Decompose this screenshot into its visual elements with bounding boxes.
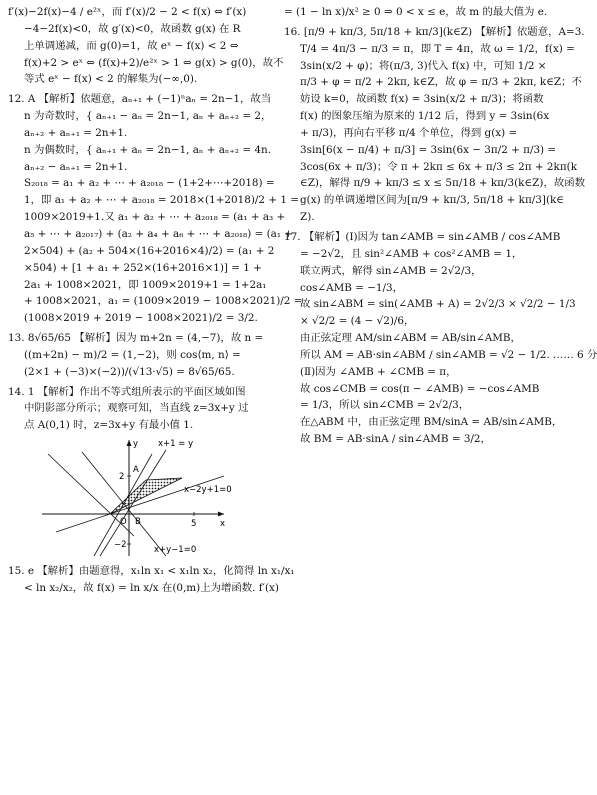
text-line: g(x) 的单调递增区间为[π/9 + kπ/3, 5π/18 + kπ/3](k∈ <box>300 194 565 207</box>
label-x-axis: x <box>220 519 226 530</box>
text-line: π/3 + φ = π/2 + 2kπ, k∈Z，故 φ = π/3 + 2kπ, k∈Z；不 <box>300 76 582 89</box>
right-column <box>284 4 597 448</box>
text-line: f′(x)−2f(x)−4 / e²ˣ，而 f′(x)/2 − 2 < f(x) ⇔ f′(x) <box>8 6 247 18</box>
left-column <box>8 4 303 597</box>
text-line: 1009×2019+1.又 a₁ + a₂ + ⋯ + a₂₀₁₈ = (a₁ + a₃ + <box>24 211 286 224</box>
problem-heading-line: 16. [π/9 + kπ/3, 5π/18 + kπ/3](k∈Z) 【解析】依题意，A=3. <box>284 25 585 38</box>
label-tick-5: 5 <box>191 519 197 530</box>
problem-heading-line: 17. 【解析】(Ⅰ)因为 tan∠AMB = sin∠AMB / cos∠AMB <box>284 230 561 243</box>
text-line: 妨设 k=0，故函数 f(x) = 3sin(x/2 + π/3)；将函数 <box>300 93 544 106</box>
text-line: < ln x₂/x₂，故 f(x) = ln x/x 在(0,m)上为增函数. f′(x) <box>24 581 279 594</box>
text-line: 故 sin∠ABM = sin(∠AMB + A) = 2√2/3 × √2/2 − 1/3 <box>300 298 576 311</box>
text-line: 联立两式，解得 sin∠AMB = 2√2/3， <box>300 264 482 277</box>
feasible-region-plot <box>34 436 234 560</box>
label-tick-2: 2 <box>119 472 125 483</box>
text-line: 点 A(0,1) 时，z=3x+y 有最小值 1. <box>24 419 194 432</box>
text-line: Z). <box>300 211 315 224</box>
text-line: 所以 AM = AB·sin∠ABM / sin∠AMB = √2 − 1/2. …… 6 分 <box>300 348 597 361</box>
label-tick-neg2: −2 <box>114 540 127 551</box>
text-line: n 为奇数时，{ aₙ₊₁ − aₙ = 2n−1, aₙ + aₙ₊₂ = 2， <box>24 110 272 123</box>
text-line: (1008×2019 + 2019 − 1008×2021)/2 = 3/2. <box>24 312 258 325</box>
text-line: a₅ + ⋯ + a₂₀₁₇) + (a₂ + a₄ + a₆ + ⋯ + a₂₀₁₈) = (a₁ + <box>24 227 294 240</box>
text-line: 中阴影部分所示；观察可知，当直线 z=3x+y 过 <box>24 402 249 415</box>
text-line: (2×1 + (−3)×(−2))/(√13·√5) = 8√65/65. <box>24 365 235 378</box>
text-line: 3sin(x/2 + φ)；将(π/3, 3)代入 f(x) 中，可知 1/2 × <box>300 59 547 72</box>
text-line: ((m+2n) − m)/2 = (1,−2)，则 cos⟨m, n⟩ = <box>24 348 241 361</box>
text-line: 在△ABM 中，由正弦定理 BM/sinA = AB/sin∠AMB， <box>300 416 563 429</box>
label-point-b: B <box>135 517 141 528</box>
text-line: 1，即 a₁ + a₂ + ⋯ + a₂₀₁₈ = 2018×(1+2018)/2 + 1 = <box>24 194 299 207</box>
text-line: 故 BM = AB·sinA / sin∠AMB = 3/2， <box>300 433 491 446</box>
label-y-axis: y <box>133 439 139 450</box>
text-line: 上单调递减，而 g(0)=1，故 eˣ − f(x) < 2 ⇔ <box>24 39 239 52</box>
text-line: 2a₁ + 1008×2021，即 1009×2019+1 = 1+2a₁ <box>24 278 267 291</box>
text-line: ∈Z)，解得 π/9 + kπ/3 ≤ x ≤ 5π/18 + kπ/3(k∈Z)，故函数 <box>300 177 586 190</box>
text-line: × √2/2 = (4 − √2)/6， <box>300 315 415 328</box>
problem-heading-line: 12. A 【解析】依题意，aₙ₊₁ + (−1)ⁿaₙ = 2n−1，故当 <box>8 93 272 106</box>
text-line: T/4 = 4π/3 − π/3 = π，即 T = 4π，故 ω = 1/2，f(x) = <box>300 42 575 55</box>
label-x-minus-2y-plus-1: x−2y+1=0 <box>184 485 232 496</box>
text-line: (Ⅱ)因为 ∠AMB + ∠CMB = π， <box>300 365 457 378</box>
text-line: 等式 eˣ − f(x) < 2 的解集为(−∞,0). <box>24 73 198 86</box>
text-line: 故 cos∠CMB = cos(π − ∠AMB) = −cos∠AMB <box>300 382 540 395</box>
label-point-a: A <box>133 465 139 476</box>
label-origin: O <box>120 517 127 528</box>
text-line: 2×504) + (a₂ + 504×(16+2016×4)/2) = (a₁ + 2 <box>24 244 275 257</box>
text-line: −4−2f(x)<0，故 g′(x)<0，故函数 g(x) 在 R <box>24 22 241 35</box>
text-line: = 1/3，所以 sin∠CMB = 2√2/3， <box>300 399 470 412</box>
text-line: f(x) 的图象压缩为原来的 1/12 后，得到 y = 3sin(6x <box>300 110 550 123</box>
text-line: 3sin[6(x − π/4) + π/3] = 3sin(6x − 3π/2 + π/3) = <box>300 143 557 156</box>
text-line: S₂₀₁₈ = a₁ + a₂ + ⋯ + a₂₀₁₈ − (1+2+⋯+2018) = <box>24 177 275 190</box>
text-line: + 1008×2021，a₁ = (1009×2019 − 1008×2021)/2 = <box>24 295 303 308</box>
text-line: 3cos(6x + π/3)；令 π + 2kπ ≤ 6x + π/3 ≤ 2π + 2kπ(k <box>300 160 577 173</box>
text-line: = −2√2，且 sin²∠AMB + cos²∠AMB = 1， <box>300 247 523 260</box>
problem-heading-line: 13. 8√65/65 【解析】因为 m+2n = (4,−7)，故 n = <box>8 332 264 345</box>
text-line: f(x)+2 > eˣ ⇔ (f(x)+2)/e²ˣ > 1 ⇔ g(x) > g(0)，故不 <box>24 56 284 69</box>
text-line: cos∠AMB = −1/3， <box>300 281 404 294</box>
label-x-plus-1-eq-y: x+1 = y <box>158 439 194 450</box>
text-line: n 为偶数时，{ aₙ₊₁ + aₙ = 2n−1, aₙ + aₙ₊₂ = 4n. <box>24 143 272 156</box>
text-line: + π/3)，再向右平移 π/4 个单位，得到 g(x) = <box>300 126 518 139</box>
feasible-region-figure <box>34 436 234 560</box>
problem-heading-line: 14. 1 【解析】作出不等式组所表示的平面区域如图 <box>8 385 246 398</box>
problem-heading-line: 15. e 【解析】由题意得，x₁ln x₁ < x₁ln x₂，化简得 ln x₁/x₁ <box>8 565 295 578</box>
text-line: 由正弦定理 AM/sin∠ABM = AB/sin∠AMB， <box>300 332 521 345</box>
text-line: aₙ₊₂ − aₙ₊₁ = 2n+1. <box>24 160 128 173</box>
label-x-plus-y-minus-1: x+y−1=0 <box>154 545 197 556</box>
text-line: ×504) + [1 + a₁ + 252×(16+2016×1)] = 1 + <box>24 261 262 274</box>
text-line: = (1 − ln x)/x² ≥ 0 ⇒ 0 < x ≤ e，故 m 的最大值为 e. <box>284 6 548 18</box>
text-line: aₙ₊₂ + aₙ₊₁ = 2n+1. <box>24 126 128 139</box>
